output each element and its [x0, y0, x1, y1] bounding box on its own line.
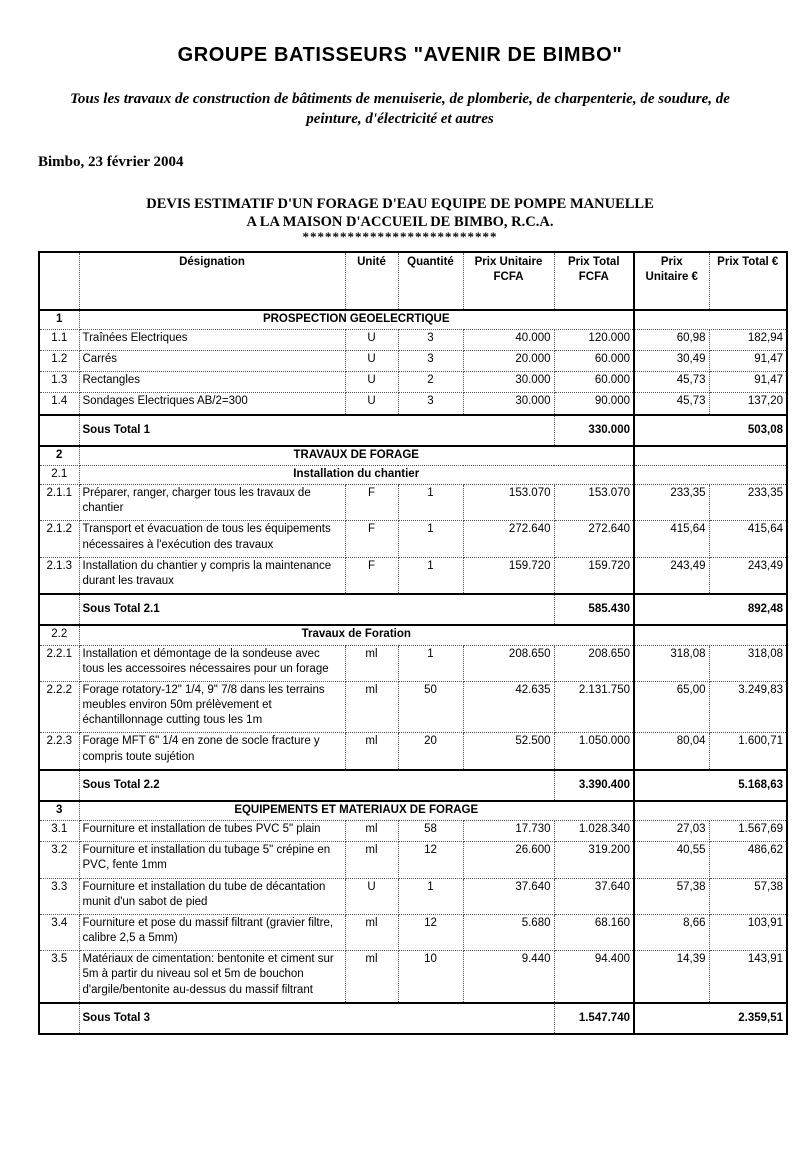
- subtotal-empty-cell: [39, 770, 79, 801]
- row-number: 2.2.3: [39, 733, 79, 770]
- empty-eur-cell: [634, 446, 787, 466]
- subtotal-total-fcfa: 3.390.400: [554, 770, 634, 801]
- row-total-fcfa: 1.050.000: [554, 733, 634, 770]
- asterisk-separator: **************************: [302, 228, 498, 244]
- row-unit-price-eur: 45,73: [634, 372, 709, 393]
- row-designation: Rectangles: [79, 372, 345, 393]
- row-unit: U: [345, 878, 398, 914]
- row-unit-price-eur: 233,35: [634, 485, 709, 521]
- row-total-fcfa: 37.640: [554, 878, 634, 914]
- row-total-eur: 91,47: [709, 372, 787, 393]
- row-designation: Fourniture et installation du tube de décantation munit d'un sabot de pied: [79, 878, 345, 914]
- row-unit-price-fcfa: 30.000: [463, 372, 554, 393]
- row-unit-price-fcfa: 26.600: [463, 842, 554, 878]
- row-total-eur: 182,94: [709, 329, 787, 350]
- section-row: [39, 625, 787, 645]
- subtotal-total-fcfa: 330.000: [554, 415, 634, 446]
- row-number: 2.2.1: [39, 645, 79, 681]
- row-designation: Forage MFT 6" 1/4 en zone de socle fracture y compris toute sujétion: [79, 733, 345, 770]
- row-unit-price-eur: 30,49: [634, 351, 709, 372]
- table-row: [39, 914, 787, 950]
- row-number: 3.1: [39, 821, 79, 842]
- document-title-line1: DEVIS ESTIMATIF D'UN FORAGE D'EAU EQUIPE DE POMPE MANUELLE: [146, 195, 654, 212]
- subtotal-label: Sous Total 1: [79, 415, 554, 446]
- row-designation: Installation du chantier y compris la maintenance durant les travaux: [79, 557, 345, 594]
- row-unit-price-eur: 65,00: [634, 681, 709, 733]
- table-header: [39, 252, 787, 310]
- row-total-fcfa: 94.400: [554, 951, 634, 1003]
- row-unit-price-fcfa: 272.640: [463, 521, 554, 557]
- row-quantity: 20: [398, 733, 463, 770]
- row-unit: ml: [345, 842, 398, 878]
- subtotal-total-fcfa: 585.430: [554, 594, 634, 625]
- section-number: 1: [39, 310, 79, 330]
- row-unit: F: [345, 485, 398, 521]
- row-unit-price-eur: 40,55: [634, 842, 709, 878]
- row-unit-price-eur: 415,64: [634, 521, 709, 557]
- row-designation: Transport et évacuation de tous les équipements nécessaires à l'exécution des travaux: [79, 521, 345, 557]
- row-unit-price-fcfa: 208.650: [463, 645, 554, 681]
- header-empty: [39, 252, 79, 310]
- row-quantity: 1: [398, 645, 463, 681]
- table-row: [39, 485, 787, 521]
- row-number: 3.3: [39, 878, 79, 914]
- row-unit-price-fcfa: 153.070: [463, 485, 554, 521]
- section-row: [39, 310, 787, 330]
- section-number: 2: [39, 446, 79, 466]
- subtotal-total-fcfa: 1.547.740: [554, 1003, 634, 1034]
- row-quantity: 1: [398, 557, 463, 594]
- table-row: [39, 733, 787, 770]
- row-unit-price-fcfa: 40.000: [463, 329, 554, 350]
- company-subtitle: Tous les travaux de construction de bâtiments de menuiserie, de plomberie, de charpenterie, de soudure, de peinture, d'électricité et autres: [70, 91, 730, 128]
- company-title: GROUPE BATISSEURS "AVENIR DE BIMBO": [177, 44, 623, 66]
- row-unit: ml: [345, 645, 398, 681]
- row-total-fcfa: 272.640: [554, 521, 634, 557]
- row-total-eur: 103,91: [709, 914, 787, 950]
- document-title-line2: A LA MAISON D'ACCUEIL DE BIMBO, R.C.A.: [246, 213, 554, 230]
- row-unit-price-fcfa: 37.640: [463, 878, 554, 914]
- row-total-eur: 486,62: [709, 842, 787, 878]
- subtotal-empty-cell: [39, 594, 79, 625]
- row-designation: Installation et démontage de la sondeuse avec tous les accessoires nécessaires pour un forage: [79, 645, 345, 681]
- subtotal-empty-cell: [39, 1003, 79, 1034]
- row-unit-price-eur: 60,98: [634, 329, 709, 350]
- row-quantity: 3: [398, 329, 463, 350]
- subtotal-label: Sous Total 2.1: [79, 594, 554, 625]
- row-total-fcfa: 1.028.340: [554, 821, 634, 842]
- row-number: 3.4: [39, 914, 79, 950]
- table-row: [39, 329, 787, 350]
- header-unit-price-fcfa: Prix Unitaire FCFA: [463, 252, 554, 310]
- subtotal-row: [39, 594, 787, 625]
- row-quantity: 3: [398, 393, 463, 415]
- row-total-eur: 137,20: [709, 393, 787, 415]
- row-total-fcfa: 120.000: [554, 329, 634, 350]
- row-designation: Matériaux de cimentation: bentonite et ciment sur 5m à partir du niveau sol et 5m de bouchon d'argile/bentonite au-dessus du massif filtrant: [79, 951, 345, 1003]
- row-number: 3.2: [39, 842, 79, 878]
- row-total-eur: 318,08: [709, 645, 787, 681]
- table-row: [39, 393, 787, 415]
- row-unit-price-eur: 8,66: [634, 914, 709, 950]
- row-unit-price-eur: 243,49: [634, 557, 709, 594]
- header-designation: Désignation: [79, 252, 345, 310]
- section-number: 2.1: [39, 465, 79, 484]
- row-quantity: 2: [398, 372, 463, 393]
- row-total-fcfa: 68.160: [554, 914, 634, 950]
- row-unit-price-fcfa: 52.500: [463, 733, 554, 770]
- subtotal-total-eur: 5.168,63: [634, 770, 787, 801]
- subtotal-label: Sous Total 2.2: [79, 770, 554, 801]
- row-number: 1.4: [39, 393, 79, 415]
- row-unit: U: [345, 329, 398, 350]
- row-unit-price-eur: 80,04: [634, 733, 709, 770]
- section-title: Installation du chantier: [79, 465, 634, 484]
- row-unit: F: [345, 557, 398, 594]
- row-designation: Forage rotatory-12" 1/4, 9" 7/8 dans les terrains meubles environ 50m prélèvement et échantillonnage cutting tous les 1m: [79, 681, 345, 733]
- table-row: [39, 878, 787, 914]
- row-total-eur: 1.600,71: [709, 733, 787, 770]
- row-quantity: 12: [398, 842, 463, 878]
- row-unit: ml: [345, 733, 398, 770]
- subtotal-row: [39, 1003, 787, 1034]
- row-number: 2.1.2: [39, 521, 79, 557]
- row-unit: ml: [345, 821, 398, 842]
- row-unit-price-eur: 14,39: [634, 951, 709, 1003]
- section-number: 3: [39, 801, 79, 821]
- row-quantity: 58: [398, 821, 463, 842]
- table-row: [39, 842, 787, 878]
- table-body: [39, 310, 787, 1034]
- table-row: [39, 351, 787, 372]
- table-row: [39, 645, 787, 681]
- empty-eur-cell: [634, 625, 787, 645]
- row-total-fcfa: 2.131.750: [554, 681, 634, 733]
- row-unit-price-fcfa: 30.000: [463, 393, 554, 415]
- row-total-eur: 143,91: [709, 951, 787, 1003]
- row-unit-price-eur: 45,73: [634, 393, 709, 415]
- header-total-fcfa: Prix Total FCFA: [554, 252, 634, 310]
- row-unit: U: [345, 393, 398, 415]
- row-total-eur: 243,49: [709, 557, 787, 594]
- section-number: 2.2: [39, 625, 79, 645]
- row-number: 1.2: [39, 351, 79, 372]
- row-quantity: 3: [398, 351, 463, 372]
- header-quantity: Quantité: [398, 252, 463, 310]
- section-row: [39, 446, 787, 466]
- row-total-eur: 233,35: [709, 485, 787, 521]
- header-total-eur: Prix Total €: [709, 252, 787, 310]
- section-title: Travaux de Foration: [79, 625, 634, 645]
- row-unit: ml: [345, 681, 398, 733]
- row-unit: ml: [345, 951, 398, 1003]
- row-number: 2.1.3: [39, 557, 79, 594]
- row-quantity: 12: [398, 914, 463, 950]
- row-designation: Fourniture et pose du massif filtrant (gravier filtre, calibre 2,5 a 5mm): [79, 914, 345, 950]
- row-designation: Carrés: [79, 351, 345, 372]
- row-unit-price-fcfa: 9.440: [463, 951, 554, 1003]
- section-row: [39, 465, 787, 484]
- row-quantity: 1: [398, 521, 463, 557]
- section-row: [39, 801, 787, 821]
- row-designation: Fourniture et installation de tubes PVC 5" plain: [79, 821, 345, 842]
- table-row: [39, 372, 787, 393]
- empty-eur-cell: [634, 801, 787, 821]
- row-unit-price-fcfa: 159.720: [463, 557, 554, 594]
- row-total-eur: 1.567,69: [709, 821, 787, 842]
- row-unit-price-fcfa: 5.680: [463, 914, 554, 950]
- row-quantity: 10: [398, 951, 463, 1003]
- row-total-fcfa: 153.070: [554, 485, 634, 521]
- subtotal-label: Sous Total 3: [79, 1003, 554, 1034]
- subtotal-empty-cell: [39, 415, 79, 446]
- row-total-fcfa: 60.000: [554, 351, 634, 372]
- row-quantity: 1: [398, 485, 463, 521]
- row-unit: U: [345, 351, 398, 372]
- row-total-eur: 415,64: [709, 521, 787, 557]
- empty-eur-cell: [634, 310, 787, 330]
- row-number: 3.5: [39, 951, 79, 1003]
- row-designation: Préparer, ranger, charger tous les travaux de chantier: [79, 485, 345, 521]
- row-unit-price-eur: 27,03: [634, 821, 709, 842]
- row-designation: Fourniture et installation du tubage 5" crépine en PVC, fente 1mm: [79, 842, 345, 878]
- row-unit-price-fcfa: 42.635: [463, 681, 554, 733]
- row-unit: ml: [345, 914, 398, 950]
- row-total-fcfa: 60.000: [554, 372, 634, 393]
- table-row: [39, 951, 787, 1003]
- row-total-fcfa: 208.650: [554, 645, 634, 681]
- header-unit: Unité: [345, 252, 398, 310]
- section-title: PROSPECTION GEOELECRTIQUE: [79, 310, 634, 330]
- devis-table: [38, 251, 788, 1035]
- subtotal-row: [39, 415, 787, 446]
- row-quantity: 1: [398, 878, 463, 914]
- row-designation: Sondages Electriques AB/2=300: [79, 393, 345, 415]
- row-total-fcfa: 159.720: [554, 557, 634, 594]
- row-number: 1.3: [39, 372, 79, 393]
- row-number: 2.1.1: [39, 485, 79, 521]
- subtotal-total-eur: 503,08: [634, 415, 787, 446]
- row-unit-price-eur: 57,38: [634, 878, 709, 914]
- document-title: [0, 195, 800, 231]
- row-total-fcfa: 90.000: [554, 393, 634, 415]
- row-unit-price-fcfa: 17.730: [463, 821, 554, 842]
- row-unit-price-eur: 318,08: [634, 645, 709, 681]
- subtotal-total-eur: 892,48: [634, 594, 787, 625]
- header-unit-price-eur: Prix Unitaire €: [634, 252, 709, 310]
- row-unit: F: [345, 521, 398, 557]
- empty-eur-cell: [634, 465, 787, 484]
- subtotal-total-eur: 2.359,51: [634, 1003, 787, 1034]
- row-unit-price-fcfa: 20.000: [463, 351, 554, 372]
- row-designation: Traînées Electriques: [79, 329, 345, 350]
- subtotal-row: [39, 770, 787, 801]
- row-total-eur: 57,38: [709, 878, 787, 914]
- row-number: 2.2.2: [39, 681, 79, 733]
- table-row: [39, 821, 787, 842]
- row-number: 1.1: [39, 329, 79, 350]
- row-unit: U: [345, 372, 398, 393]
- section-title: TRAVAUX DE FORAGE: [79, 446, 634, 466]
- row-total-eur: 91,47: [709, 351, 787, 372]
- table-row: [39, 681, 787, 733]
- row-total-fcfa: 319.200: [554, 842, 634, 878]
- section-title: EQUIPEMENTS ET MATERIAUX DE FORAGE: [79, 801, 634, 821]
- row-quantity: 50: [398, 681, 463, 733]
- table-row: [39, 557, 787, 594]
- row-total-eur: 3.249,83: [709, 681, 787, 733]
- date-line: Bimbo, 23 février 2004: [38, 153, 184, 170]
- table-row: [39, 521, 787, 557]
